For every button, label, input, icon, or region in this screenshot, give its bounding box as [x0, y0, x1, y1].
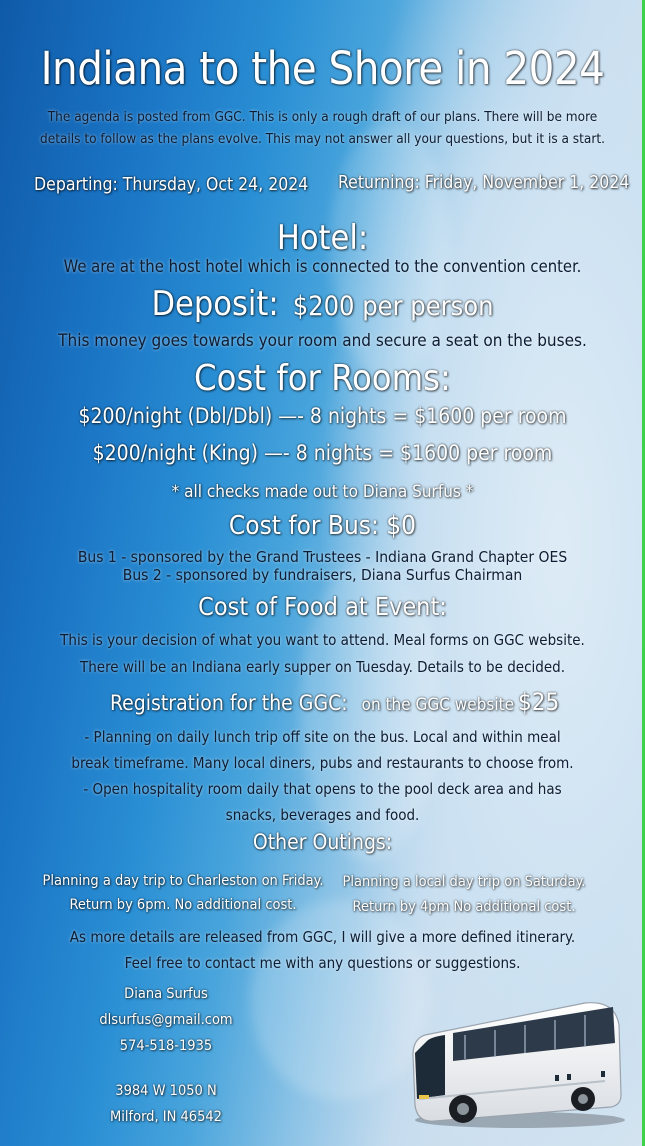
registration-heading: Registration for the GGC:: [110, 691, 348, 715]
registration-bullets: [0, 724, 645, 828]
contact-block: [86, 981, 246, 1059]
bus-lines: [0, 548, 645, 584]
bullet-hospitality: - Open hospitality room daily that opens to the pool deck area and has snacks, beverages and food.: [83, 780, 562, 824]
outing-saturday-line-2: Return by 4pm No additional cost.: [352, 899, 576, 915]
outing-friday-line-1: Planning a day trip to Charleston on Friday.: [42, 873, 324, 889]
page-title: Indiana to the Shore in 2024: [40, 42, 605, 95]
returning-date: Returning: Friday, November 1, 2024: [338, 173, 630, 193]
bus-line-1: Bus 1 - sponsored by the Grand Trustees - Indiana Grand Chapter OES: [77, 548, 568, 566]
deposit-amount: $200 per person: [292, 291, 494, 322]
room-line-king: $200/night (King) —- 8 nights = $1600 per room: [92, 441, 553, 465]
bullet-lunch: - Planning on daily lunch trip off site on the bus. Local and within meal break timeframe. Many local diners, pubs and restaurants to choose from.: [71, 728, 574, 772]
deposit-row: [0, 284, 645, 324]
food-lines: [0, 627, 645, 681]
deposit-text: This money goes towards your room and secure a seat on the buses.: [58, 331, 587, 351]
deposit-heading: Deposit:: [151, 284, 279, 324]
outing-saturday: [334, 870, 594, 920]
bus-line-2: Bus 2 - sponsored by fundraisers, Diana Surfus Chairman: [122, 566, 523, 584]
hotel-text: We are at the host hotel which is connected to the convention center.: [63, 257, 582, 276]
bus-heading: Cost for Bus: $0: [228, 511, 417, 541]
room-line-dbl: $200/night (Dbl/Dbl) —- 8 nights = $1600 per room: [78, 404, 567, 428]
registration-sub: on the GGC website: [361, 695, 515, 715]
closing-text: [0, 924, 645, 976]
contact-email[interactable]: dlsurfus@gmail.com: [99, 1012, 233, 1028]
address-line-1: 3984 W 1050 N: [115, 1083, 217, 1099]
address-line-2: Milford, IN 46542: [110, 1109, 222, 1125]
contact-name: Diana Surfus: [124, 986, 208, 1002]
contact-phone[interactable]: 574-518-1935: [119, 1038, 213, 1054]
closing-line-2: Feel free to contact me with any questions or suggestions.: [124, 954, 521, 972]
intro-text: The agenda is posted from GGC. This is only a rough draft of our plans. There will be more details to follow as the plans evolve. This may not answer all your questions, but it is a start.: [40, 109, 605, 147]
registration-fee: $25: [518, 688, 560, 716]
food-line-1: This is your decision of what you want to attend. Meal forms on GGC website.: [60, 631, 585, 649]
closing-line-1: As more details are released from GGC, I will give a more defined itinerary.: [69, 928, 576, 946]
hotel-heading: Hotel:: [276, 218, 369, 258]
outing-saturday-line-1: Planning a local day trip on Saturday.: [342, 874, 586, 890]
outings-heading: Other Outings:: [252, 830, 393, 854]
address-block: [86, 1078, 246, 1130]
departing-date: Departing: Thursday, Oct 24, 2024: [34, 175, 309, 195]
registration-row: [110, 688, 559, 716]
food-heading: Cost of Food at Event:: [198, 592, 447, 621]
outing-friday-line-2: Return by 6pm. No additional cost.: [69, 897, 297, 913]
food-line-2: There will be an Indiana early supper on Tuesday. Details to be decided.: [79, 658, 565, 676]
checks-note: * all checks made out to Diana Surfus *: [171, 482, 474, 502]
tour-bus-icon: [405, 995, 625, 1130]
rooms-heading: Cost for Rooms:: [194, 358, 451, 399]
outing-friday: [38, 869, 328, 917]
